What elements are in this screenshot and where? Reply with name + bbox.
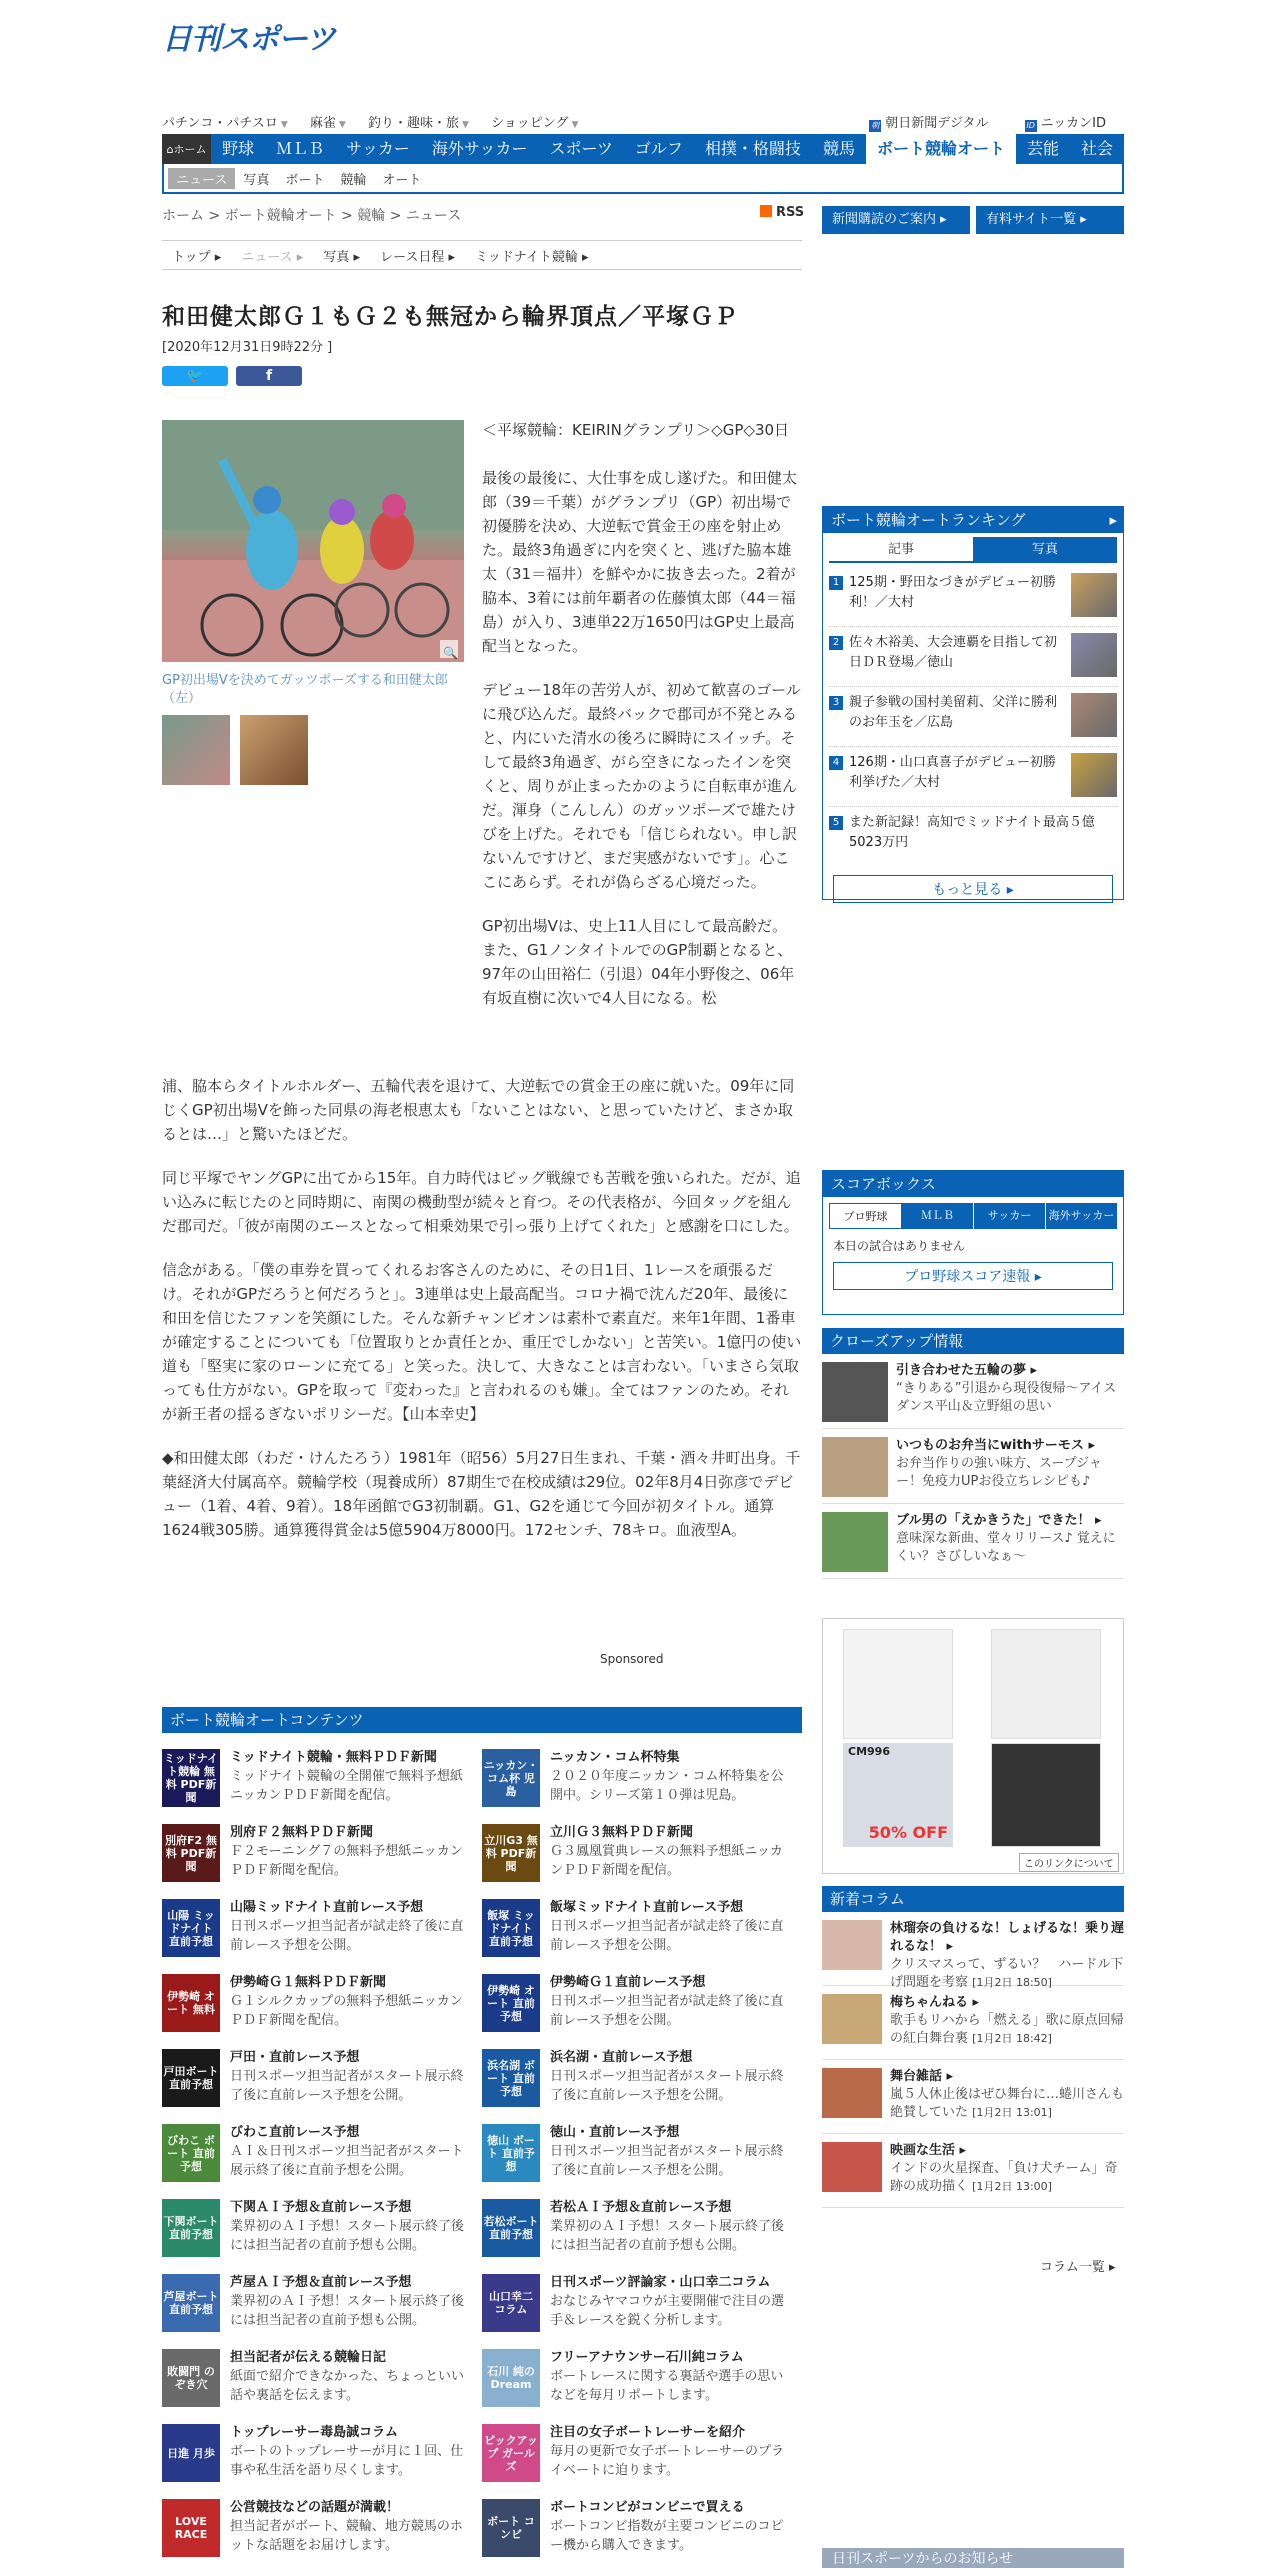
column-desc[interactable]: インドの火星探査、「負け犬チーム」奇跡の成功描く [1月2日 13:00] bbox=[890, 2161, 1118, 2194]
content-item[interactable] bbox=[162, 1824, 482, 1882]
content-desc: ＡＩ＆日刊スポーツ担当記者がスタート展示終了後に直前予想を公開。 bbox=[230, 2144, 464, 2178]
content-title[interactable]: 浜名湖・直前レース予想 bbox=[550, 2050, 693, 2065]
content-banner-icon: ミッドナイト競輪 無料 PDF新聞 bbox=[162, 1749, 220, 1807]
article-photo[interactable] bbox=[162, 420, 464, 662]
closeup-desc: お弁当作りの強い味方、スープジャー！免疫力UPお役立ちレシピも♪ bbox=[896, 1456, 1102, 1489]
content-title[interactable]: 若松ＡＩ予想＆直前レース予想 bbox=[550, 2200, 732, 2215]
rank-number: 1 bbox=[829, 576, 843, 590]
content-desc: 日刊スポーツ担当記者が試走終了後に直前レース予想を公開。 bbox=[550, 1994, 784, 2028]
content-title[interactable]: びわこ直前レース予想 bbox=[230, 2125, 360, 2140]
ranking-list bbox=[823, 567, 1123, 867]
rank-thumbnail[interactable] bbox=[1071, 693, 1117, 737]
rank-title[interactable]: 親子参戦の国村美留莉、父洋に勝利のお年玉を／広島 bbox=[849, 695, 1058, 730]
ranking-item[interactable] bbox=[829, 567, 1117, 627]
tab-news[interactable]: ニュース ▸ bbox=[241, 249, 304, 265]
column-list-link[interactable]: コラム一覧 ▸ bbox=[1040, 2260, 1116, 2275]
content-title[interactable]: 注目の女子ボートレーサーを紹介 bbox=[550, 2425, 746, 2440]
rank-thumbnail[interactable] bbox=[1071, 633, 1117, 677]
content-desc: ボートレースに関する裏話や選手の思いなどを毎月リポートします。 bbox=[550, 2369, 784, 2403]
column-title[interactable]: 映画な生活 ▸ bbox=[890, 2143, 967, 2158]
content-item[interactable] bbox=[482, 1899, 802, 1957]
cyclists-image bbox=[162, 420, 464, 662]
nav-baseball[interactable]: 野球 bbox=[222, 139, 255, 158]
column-item[interactable] bbox=[822, 1986, 1124, 2060]
column-date: [1月2日 18:42] bbox=[972, 2032, 1052, 2045]
article-paragraph: デビュー18年の苦労人が、初めて歓喜のゴールに飛び込んだ。最終バックで郡司が不発とみると、内にいた清水の後ろに瞬時にスイッチ。そして最終3角過ぎ、がら空きになったインを突くと、周りが止まったかのように自転車が進んだ。渾身（こんしん）のガッツポーズで雄たけびを上げた。それでも「信じられない。申し訳ないんですけど、まだ実感がないです」。心ここにあらず。それが偽らざる心境だった。 bbox=[482, 681, 801, 891]
content-banner-icon: びわこ ボート 直前予想 bbox=[162, 2124, 220, 2182]
sub-nav bbox=[162, 164, 1124, 194]
photo-thumbnail-1[interactable] bbox=[162, 715, 230, 785]
facebook-icon: f bbox=[265, 368, 273, 384]
util-link-shopping[interactable]: ショッピング ▼ bbox=[491, 116, 579, 131]
content-desc: 紙面で紹介できなかった、ちょっといい話や裏話を伝えます。 bbox=[230, 2369, 465, 2403]
content-title[interactable]: 飯塚ミッドナイト直前レース予想 bbox=[550, 1900, 744, 1915]
closeup-list bbox=[822, 1354, 1124, 1579]
rank-title[interactable]: 佐々木裕美、大会連覇を目指して初日ＤＲ登場／徳山 bbox=[849, 635, 1058, 670]
nav-society[interactable]: 社会 bbox=[1080, 139, 1113, 158]
subnav-auto[interactable]: オート bbox=[382, 172, 422, 188]
nav-keiba[interactable]: 競馬 bbox=[822, 139, 855, 158]
content-desc: ボートコンビ指数が主要コンビニのコピー機から購入できます。 bbox=[550, 2519, 784, 2553]
nav-boat-keirin-auto[interactable]: ボート競輪オート bbox=[866, 134, 1016, 164]
content-desc: 日刊スポーツ担当記者がスタート展示終了後に直前レース予想を公開。 bbox=[550, 2069, 784, 2103]
content-item[interactable] bbox=[482, 1749, 802, 1807]
closeup-item[interactable] bbox=[822, 1354, 1124, 1429]
facebook-share-button[interactable] bbox=[236, 366, 302, 386]
content-item[interactable] bbox=[482, 1974, 802, 2032]
content-item[interactable] bbox=[162, 2049, 482, 2107]
column-date: [1月2日 13:00] bbox=[972, 2180, 1052, 2193]
content-item[interactable] bbox=[482, 2499, 802, 2557]
content-desc: 業界初のＡＩ予想！スタート展示終了後には担当記者の直前予想も公開。 bbox=[550, 2219, 785, 2253]
closeup-item[interactable] bbox=[822, 1504, 1124, 1579]
article-paragraph: 信念がある。「僕の車券を買ってくれるお客さんのために、その日1日、1レースを頑張るだけ。それがGPだろうと何だろうと」。3連単は史上最高配当。コロナ禍で沈んだ20年、最後に和田を信じたファンを笑顔にした。そんな新チャンピオンは素朴で素直だ。来年1年間、1番車が確定することについても「位置取りとか責任とか、重圧でしかない」と苦笑い。1億円の使い道も「堅実に家のローンに充てる」と笑った。決して、大きなことは言わない。「いまさら気取っても仕方がない。GPを取って『変わった』と言われるのも嫌」。全てはファンのため。それが新王者の揺るぎないポリシーだ。【山本幸史】 bbox=[162, 1261, 802, 1423]
closeup-image[interactable] bbox=[822, 1437, 888, 1497]
content-item[interactable] bbox=[482, 1824, 802, 1882]
content-title[interactable]: トップレーサー毒島誠コラム bbox=[230, 2425, 398, 2440]
content-banner-icon: ピックアップ ガールズ bbox=[482, 2424, 540, 2482]
article-paragraph: 浦、脇本らタイトルホルダー、五輪代表を退けて、大逆転での賞金王の座に就いた。09年に同じくGP初出場Vを飾った同県の海老根恵太も「ないことはない、と思っていたけど、まさか取るとは…」と驚いたほどだ。 bbox=[162, 1077, 795, 1143]
ad-info-link[interactable]: このリンクについて bbox=[1019, 1853, 1119, 1872]
article-body-top bbox=[482, 418, 802, 1010]
subnav-news[interactable]: ニュース bbox=[168, 168, 235, 189]
new-column-section bbox=[822, 1886, 1124, 2208]
rank-thumbnail[interactable] bbox=[1071, 753, 1117, 797]
content-desc: 毎月の更新で女子ボートレーサーのプライベートに迫ります。 bbox=[550, 2444, 785, 2478]
tab-top[interactable]: トップ ▸ bbox=[172, 249, 222, 265]
ranking-item[interactable] bbox=[829, 807, 1117, 867]
utility-bar bbox=[162, 112, 1124, 130]
content-banner-icon: 下関ボート 直前予想 bbox=[162, 2199, 220, 2257]
content-item[interactable] bbox=[162, 1749, 482, 1807]
column-image[interactable] bbox=[822, 1920, 882, 1970]
content-banner-icon: 石川 純の Dream bbox=[482, 2349, 540, 2407]
column-desc[interactable]: 嵐５人休止後はぜひ舞台に…蜷川さんも絶賛していた [1月2日 13:01] bbox=[890, 2087, 1125, 2120]
content-banner-icon: 飯塚 ミッドナイト 直前予想 bbox=[482, 1899, 540, 1957]
content-title[interactable]: ニッカン・コム杯特集 bbox=[550, 1750, 680, 1765]
content-desc: おなじみヤマコウが主要開催で注目の選手＆レースを鋭く分析します。 bbox=[550, 2294, 785, 2328]
score-tab-soccer[interactable]: サッカー bbox=[973, 1203, 1045, 1229]
column-desc[interactable]: 歌手もリハから「燃える」歌に原点回帰の紅白舞台裏 [1月2日 18:42] bbox=[890, 2013, 1124, 2046]
twitter-share-button[interactable] bbox=[162, 366, 228, 386]
content-item[interactable] bbox=[162, 2124, 482, 2182]
content-desc: ボートのトップレーサーが月に１回、仕事や私生活を語り尽くします。 bbox=[230, 2444, 464, 2478]
content-item[interactable] bbox=[482, 2124, 802, 2182]
content-title[interactable]: 別府Ｆ２無料ＰＤＦ新聞 bbox=[230, 1825, 374, 1840]
tab-schedule[interactable]: レース日程 ▸ bbox=[380, 249, 456, 265]
shoe-ad[interactable] bbox=[822, 1618, 1124, 1874]
content-title[interactable]: 下関ＡＩ予想＆直前レース予想 bbox=[230, 2200, 412, 2215]
article-date: [2020年12月31日9時22分 ] bbox=[162, 340, 333, 355]
content-desc: 日刊スポーツ担当記者がスタート展示終了後に直前レース予想を公開。 bbox=[230, 2069, 464, 2103]
nav-golf[interactable]: ゴルフ bbox=[634, 139, 683, 158]
tab-midnight[interactable]: ミッドナイト競輪 ▸ bbox=[475, 249, 589, 265]
content-banner-icon: 山陽 ミッドナイト 直前予想 bbox=[162, 1899, 220, 1957]
content-desc: ミッドナイト競輪の全開催で無料予想紙ニッカンＰＤＦ新聞を配信。 bbox=[230, 1769, 463, 1803]
content-banner-icon: 山口幸二 コラム bbox=[482, 2274, 540, 2332]
content-banner-icon: 立川G3 無料 PDF新聞 bbox=[482, 1824, 540, 1882]
rank-title[interactable]: また新記録！高知でミッドナイト最高５億5023万円 bbox=[849, 815, 1095, 850]
content-item[interactable] bbox=[482, 2199, 802, 2257]
content-desc: 業界初のＡＩ予想！スタート展示終了後には担当記者の直前予想も公開。 bbox=[230, 2219, 465, 2253]
content-desc: 日刊スポーツ担当記者が試走終了後に直前レース予想を公開。 bbox=[550, 1919, 784, 1953]
asahi-icon: 朝 bbox=[871, 121, 880, 130]
subscribe-button[interactable]: 新聞購読のご案内 ▸ bbox=[822, 206, 970, 234]
article-paragraph: GP初出場Vは、史上11人目にして最高齢だ。また、G1ノンタイトルでのGP制覇となると、97年の山田裕仁（引退）04年小野俊之、06年有坂直樹に次いで4人目になる。松 bbox=[482, 917, 795, 1007]
rank-number: 2 bbox=[829, 636, 843, 650]
article-title: 和田健太郎Ｇ１もＧ２も無冠から輪界頂点／平塚ＧＰ bbox=[162, 304, 738, 330]
article-paragraph: 最後の最後に、大仕事を成し遂げた。和田健太郎（39＝千葉）がグランプリ（GP）初出場で初優勝を決め、大逆転で賞金王の座を射止めた。最終3角過ぎに内を突くと、逃げた脇本雄太（31＝福井）を鮮やかに抜き去った。2着が脇本、3着には前年覇者の佐藤慎太郎（44＝福島）が入り、3連単22万1650円はGP史上最高配当となった。 bbox=[482, 469, 798, 655]
content-title[interactable]: 伊勢崎Ｇ１無料ＰＤＦ新聞 bbox=[230, 1975, 387, 1990]
ranking-more-button[interactable]: もっと見る ▸ bbox=[833, 875, 1113, 903]
breadcrumb[interactable]: ホーム > ボート競輪オート > 競輪 > ニュース bbox=[162, 208, 462, 224]
content-banner-icon: 戸田ボート 直前予想 bbox=[162, 2049, 220, 2107]
content-banner-icon: 日進 月歩 bbox=[162, 2424, 220, 2482]
site-logo[interactable]: 日刊スポーツ bbox=[162, 22, 335, 57]
content-title[interactable]: フリーアナウンサー石川純コラム bbox=[550, 2350, 744, 2365]
rank-number: 3 bbox=[829, 696, 843, 710]
nikkan-id-link[interactable]: ID ニッカンID bbox=[1026, 116, 1106, 131]
section-tabs bbox=[162, 240, 802, 270]
ad-shoe-4[interactable] bbox=[991, 1743, 1101, 1847]
content-banner-icon: ボート コンビ bbox=[482, 2499, 540, 2557]
content-title[interactable]: 公営競技などの話題が満載！ bbox=[230, 2500, 400, 2515]
ranking-item[interactable] bbox=[829, 747, 1117, 807]
column-list bbox=[822, 1912, 1124, 2208]
tab-photo[interactable]: 写真 ▸ bbox=[323, 249, 361, 265]
column-image[interactable] bbox=[822, 2068, 882, 2118]
content-title[interactable]: 立川Ｇ３無料ＰＤＦ新聞 bbox=[550, 1825, 694, 1840]
content-item[interactable] bbox=[162, 2274, 482, 2332]
content-item[interactable] bbox=[482, 2424, 802, 2482]
util-link-fishing[interactable]: 釣り・趣味・旅 ▼ bbox=[367, 116, 469, 131]
rss-link[interactable]: RSS bbox=[760, 205, 804, 220]
content-item[interactable] bbox=[482, 2049, 802, 2107]
ranking-heading: ボート競輪オートランキング ▸ bbox=[823, 507, 1123, 533]
content-desc: Ｇ１シルクカップの無料予想紙ニッカンＰＤＦ新聞を配信。 bbox=[230, 1994, 463, 2028]
rank-title[interactable]: 125期・野田なづきがデビュー初勝利！／大村 bbox=[849, 575, 1056, 610]
ad-shoe-3[interactable]: CM996 50% OFF bbox=[843, 1743, 953, 1847]
util-link-mahjong[interactable]: 麻雀 ▼ bbox=[309, 116, 346, 131]
ad-shoe-1[interactable] bbox=[843, 1629, 953, 1739]
global-nav bbox=[162, 134, 1124, 164]
content-item[interactable] bbox=[482, 2349, 802, 2407]
scorebox bbox=[822, 1170, 1124, 1315]
closeup-image[interactable] bbox=[822, 1362, 888, 1422]
content-item[interactable] bbox=[482, 2274, 802, 2332]
content-item[interactable] bbox=[162, 2424, 482, 2482]
contents-heading: ボート競輪オートコンテンツ bbox=[162, 1707, 802, 1733]
contents-grid bbox=[162, 1749, 802, 2557]
content-item[interactable] bbox=[162, 1974, 482, 2032]
article-paragraph: 同じ平塚でヤングGPに出てから15年。自力時代はビッグ戦線でも苦戦を強いられた。だが、追い込みに転じたのと同時期に、南関の機動型が続々と育つ。その代表格が、今回タッグを組んだ郡司だ。「彼が南関のエースとなって相乗効果で引っ張り上げてくれた」と感謝を口にした。 bbox=[162, 1169, 801, 1235]
content-title[interactable]: 戸田・直前レース予想 bbox=[230, 2050, 360, 2065]
paid-sites-button[interactable]: 有料サイト一覧 ▸ bbox=[976, 206, 1124, 234]
score-tab-mlb[interactable]: ＭＬＢ bbox=[902, 1203, 973, 1229]
content-banner-icon: 徳山 ボート 直前予想 bbox=[482, 2124, 540, 2182]
subnav-boat[interactable]: ボート bbox=[285, 172, 325, 188]
ranking-tab-articles[interactable]: 記事 bbox=[829, 537, 973, 563]
content-title[interactable]: 日刊スポーツ評論家・山口幸二コラム bbox=[550, 2275, 771, 2290]
content-title[interactable]: 伊勢崎Ｇ１直前レース予想 bbox=[550, 1975, 706, 1990]
content-desc: Ｆ２モーニング７の無料予想紙ニッカンＰＤＦ新聞を配信。 bbox=[230, 1844, 463, 1878]
closeup-title[interactable]: 引き合わせた五輪の夢 ▸ bbox=[896, 1363, 1038, 1378]
article-profile: ◆和田健太郎（わだ・けんたろう）1981年（昭56）5月27日生まれ、千葉・酒々井町出身。千葉経済大付属高卒。競輪学校（現養成所）87期生で在校成績は29位。02年8月4日弥彦でデビュー（1着、4着、9着）。18年函館でG3初制覇。G1、G2を通じて今回が初タイトル。通算1624戦305勝。通算獲得賞金は5億5904万8000円。172センチ、78キロ。血液型A。 bbox=[162, 1449, 801, 1539]
zoom-icon[interactable]: 🔍 bbox=[443, 646, 458, 660]
closeup-heading: クローズアップ情報 bbox=[822, 1328, 1124, 1354]
ranking-box bbox=[822, 506, 1124, 900]
ad-shoe-2[interactable] bbox=[991, 1629, 1101, 1739]
content-banner-icon: LOVE RACE bbox=[162, 2499, 220, 2557]
content-banner-icon: 浜名湖 ボート 直前予想 bbox=[482, 2049, 540, 2107]
scorebox-heading: スコアボックス bbox=[823, 1171, 1123, 1197]
content-item[interactable] bbox=[162, 1899, 482, 1957]
column-image[interactable] bbox=[822, 1994, 882, 2044]
closeup-desc: “きりある”引退から現役復帰〜アイスダンス平山＆立野組の思い bbox=[896, 1381, 1117, 1414]
content-title[interactable]: 担当記者が伝える競輪日記 bbox=[230, 2350, 387, 2365]
closeup-item[interactable] bbox=[822, 1429, 1124, 1504]
column-desc[interactable]: クリスマスって、ずるい？ ハードル下げ問題を考察 [1月2日 18:50] bbox=[890, 1957, 1124, 1990]
content-banner-icon: ニッカン・コム杯 児島 bbox=[482, 1749, 540, 1807]
notice-heading: 日刊スポーツからのお知らせ bbox=[822, 2548, 1124, 2568]
column-item[interactable] bbox=[822, 2134, 1124, 2208]
score-button[interactable]: プロ野球スコア速報 ▸ bbox=[833, 1262, 1113, 1290]
content-banner-icon: 伊勢崎 オート 無料 bbox=[162, 1974, 220, 2032]
nav-sumo[interactable]: 相撲・格闘技 bbox=[704, 139, 801, 158]
new-column-heading: 新着コラム bbox=[822, 1886, 1124, 1912]
content-desc: 担当記者がボート、競輪、地方競馬のホットな話題をお届けします。 bbox=[230, 2519, 463, 2553]
closeup-section bbox=[822, 1328, 1124, 1579]
nav-world-soccer[interactable]: 海外サッカー bbox=[431, 139, 528, 158]
score-note: 本日の試合はありません bbox=[833, 1239, 966, 1253]
asahi-digital-link[interactable]: 朝 朝日新聞デジタル bbox=[871, 116, 989, 131]
content-desc: 業界初のＡＩ予想！スタート展示終了後には担当記者の直前予想も公開。 bbox=[230, 2294, 465, 2328]
column-title[interactable]: 舞台雑話 ▸ bbox=[890, 2069, 954, 2084]
content-desc: 日刊スポーツ担当記者が試走終了後に直前レース予想を公開。 bbox=[230, 1919, 464, 1953]
nav-soccer[interactable]: サッカー bbox=[346, 139, 410, 158]
content-item[interactable] bbox=[162, 2199, 482, 2257]
column-date: [1月2日 13:01] bbox=[972, 2106, 1052, 2119]
subnav-photo[interactable]: 写真 bbox=[243, 172, 270, 188]
content-banner-icon: 若松ボート 直前予想 bbox=[482, 2199, 540, 2257]
closeup-desc: 意味深な新曲、堂々リリース♪ 覚えにくい？さびしいなぁ〜 bbox=[896, 1531, 1116, 1564]
content-desc: 日刊スポーツ担当記者がスタート展示終了後に直前レース予想を公開。 bbox=[550, 2144, 784, 2178]
column-item[interactable] bbox=[822, 2060, 1124, 2134]
rank-title[interactable]: 126期・山口真喜子がデビュー初勝利挙げた／大村 bbox=[849, 755, 1056, 790]
closeup-title[interactable]: いつものお弁当にwithサーモス ▸ bbox=[896, 1438, 1095, 1453]
column-item[interactable] bbox=[822, 1912, 1125, 1990]
photo-thumbnail-2[interactable] bbox=[240, 715, 308, 785]
column-date: [1月2日 18:50] bbox=[972, 1976, 1052, 1989]
nav-home[interactable]: ⌂ ホーム bbox=[162, 134, 211, 164]
nav-entertainment[interactable]: 芸能 bbox=[1026, 139, 1059, 158]
photo-caption: GP初出場Vを決めてガッツポーズする和田健太郎（左） bbox=[162, 673, 448, 706]
content-banner-icon: 敗闘門 のぞき穴 bbox=[162, 2349, 220, 2407]
article-body bbox=[162, 1074, 802, 1562]
ranking-item[interactable] bbox=[829, 627, 1117, 687]
home-icon: ⌂ bbox=[166, 142, 174, 156]
contents-section bbox=[162, 1707, 802, 2557]
ranking-tab-photos[interactable]: 写真 bbox=[973, 537, 1117, 563]
content-banner-icon: 別府F2 無料 PDF新聞 bbox=[162, 1824, 220, 1882]
rank-number: 4 bbox=[829, 756, 843, 770]
column-title[interactable]: 梅ちゃんねる ▸ bbox=[890, 1995, 980, 2010]
ranking-item[interactable] bbox=[829, 687, 1117, 747]
column-title[interactable]: 林瑠奈の負けるな！しょげるな！乗り遅れるな！ ▸ bbox=[890, 1921, 1125, 1954]
content-title[interactable]: 山陽ミッドナイト直前レース予想 bbox=[230, 1900, 424, 1915]
content-item[interactable] bbox=[162, 2349, 482, 2407]
rank-number: 5 bbox=[829, 816, 843, 830]
score-tab-npb[interactable]: プロ野球 bbox=[829, 1203, 902, 1229]
article-lead: ＜平塚競輪：KEIRINグランプリ＞◇GP◇30日 bbox=[482, 421, 790, 439]
content-title[interactable]: ボートコンビがコンビニで買える bbox=[550, 2500, 745, 2515]
column-image[interactable] bbox=[822, 2142, 882, 2192]
content-title[interactable]: 徳山・直前レース予想 bbox=[550, 2125, 680, 2140]
content-title[interactable]: ミッドナイト競輪・無料ＰＤＦ新聞 bbox=[230, 1750, 437, 1765]
content-item[interactable] bbox=[162, 2499, 482, 2557]
closeup-title[interactable]: ブル男の「えかきうた」できた！ ▸ bbox=[896, 1513, 1102, 1528]
content-desc: Ｇ３鳳凰賞典レースの無料予想紙ニッカンＰＤＦ新聞を配信。 bbox=[550, 1844, 783, 1878]
nav-mlb[interactable]: ＭＬＢ bbox=[276, 139, 325, 158]
subnav-keirin[interactable]: 競輪 bbox=[340, 172, 367, 188]
closeup-image[interactable] bbox=[822, 1512, 888, 1572]
util-link-pachinko[interactable]: パチンコ・パチスロ ▼ bbox=[162, 116, 288, 131]
rank-thumbnail[interactable] bbox=[1071, 573, 1117, 617]
content-banner-icon: 芦屋ボート 直前予想 bbox=[162, 2274, 220, 2332]
rss-icon bbox=[760, 205, 772, 217]
sponsored-label: Sponsored bbox=[600, 1652, 664, 1666]
content-desc: ２０２０年度ニッカン・コム杯特集を公開中。シリーズ第１０弾は児島。 bbox=[550, 1769, 784, 1803]
nav-sports[interactable]: スポーツ bbox=[549, 139, 613, 158]
content-title[interactable]: 芦屋ＡＩ予想＆直前レース予想 bbox=[230, 2275, 412, 2290]
twitter-icon: 🐦 bbox=[186, 368, 204, 384]
content-banner-icon: 伊勢崎 オート 直前予想 bbox=[482, 1974, 540, 2032]
score-tab-world-soccer[interactable]: 海外サッカー bbox=[1045, 1203, 1117, 1229]
id-icon: ID bbox=[1026, 121, 1035, 130]
